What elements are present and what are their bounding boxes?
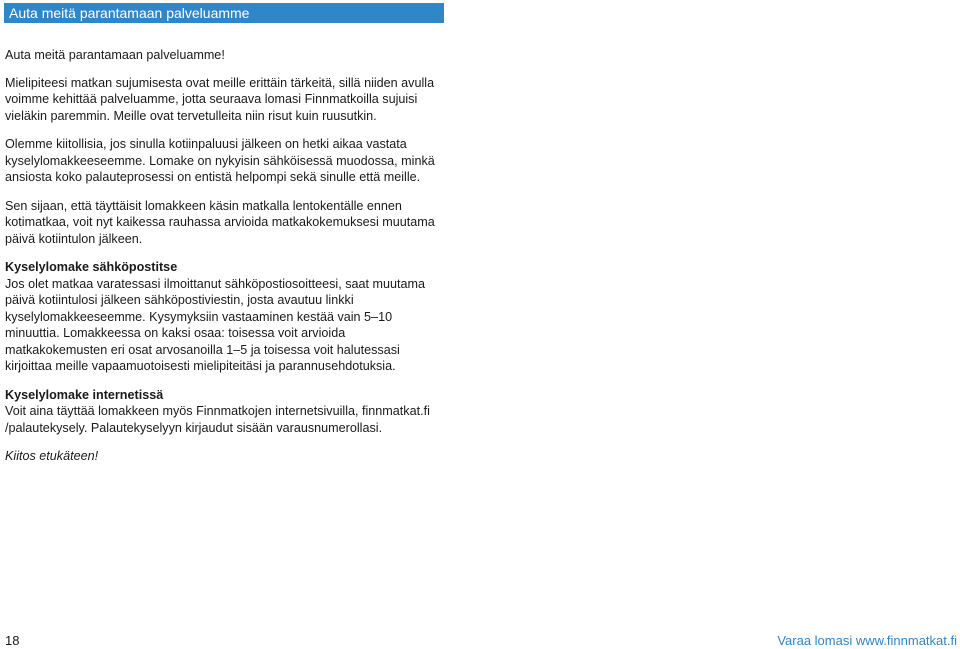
paragraph-importance: Mielipiteesi matkan sujumisesta ovat meille erittäin tärkeitä, sillä niiden avulla voimme kehittää palveluamme, jotta seuraava lomasi Finnmatkoilla sujuisi vieläkin paremmin. Meille ovat tervetulleita niin risut kuin ruusutkin.	[5, 75, 435, 123]
page-number: 18	[5, 633, 20, 648]
section-email-body: Jos olet matkaa varatessasi ilmoittanut sähköpostiosoitteesi, saat muutama päivä kotiintulosi jälkeen sähköpostiviestin, josta avautuu linkki kyselylomakkeeseemme. Kysymyksiin vastaaminen kestää vain 5–10 minuuttia. Lomakkeessa on kaksi osaa: toisessa voit arvioida matkakokemusten eri osat arvosanoilla 1–5 ja toisessa voit halutessasi kirjoittaa meille vapaamuotoisesti mielipiteitäsi ja parannusehdotuksia.	[5, 276, 425, 373]
document-body	[5, 47, 450, 477]
section-web	[5, 387, 450, 437]
paragraph-timing: Sen sijaan, että täyttäisit lomakkeen käsin matkalla lentokentälle ennen kotimatkaa, voit nyt kaikessa rauhassa arvioida matkakokemuksesi muutama päivä kotiintulon jälkeen.	[5, 198, 435, 246]
paragraph-gratitude: Olemme kiitollisia, jos sinulla kotiinpaluusi jälkeen on hetki aikaa vastata kyselylomakkeeseemme. Lomake on nykyisin sähköisessä muodossa, minkä ansiosta koko palauteprosessi on entistä helpompi sekä sinulle että meille.	[5, 137, 435, 184]
thanks-text: Kiitos etukäteen!	[5, 449, 99, 463]
footer-booking-link[interactable]: Varaa lomasi www.finnmatkat.fi	[777, 633, 957, 648]
section-email	[5, 259, 450, 375]
section-email-title: Kyselylomake sähköpostitse	[5, 260, 178, 274]
section-header-title: Auta meitä parantamaan palveluamme	[9, 5, 250, 21]
section-web-body: Voit aina täyttää lomakkeen myös Finnmatkojen internetsivuilla, finnmatkat.fi /palautekysely. Palautekyselyyn kirjaudut sisään varausnumerollasi.	[5, 404, 430, 435]
section-header-bar	[4, 3, 444, 23]
section-web-title: Kyselylomake internetissä	[5, 387, 164, 402]
lead-text: Auta meitä parantamaan palveluamme!	[5, 48, 225, 62]
